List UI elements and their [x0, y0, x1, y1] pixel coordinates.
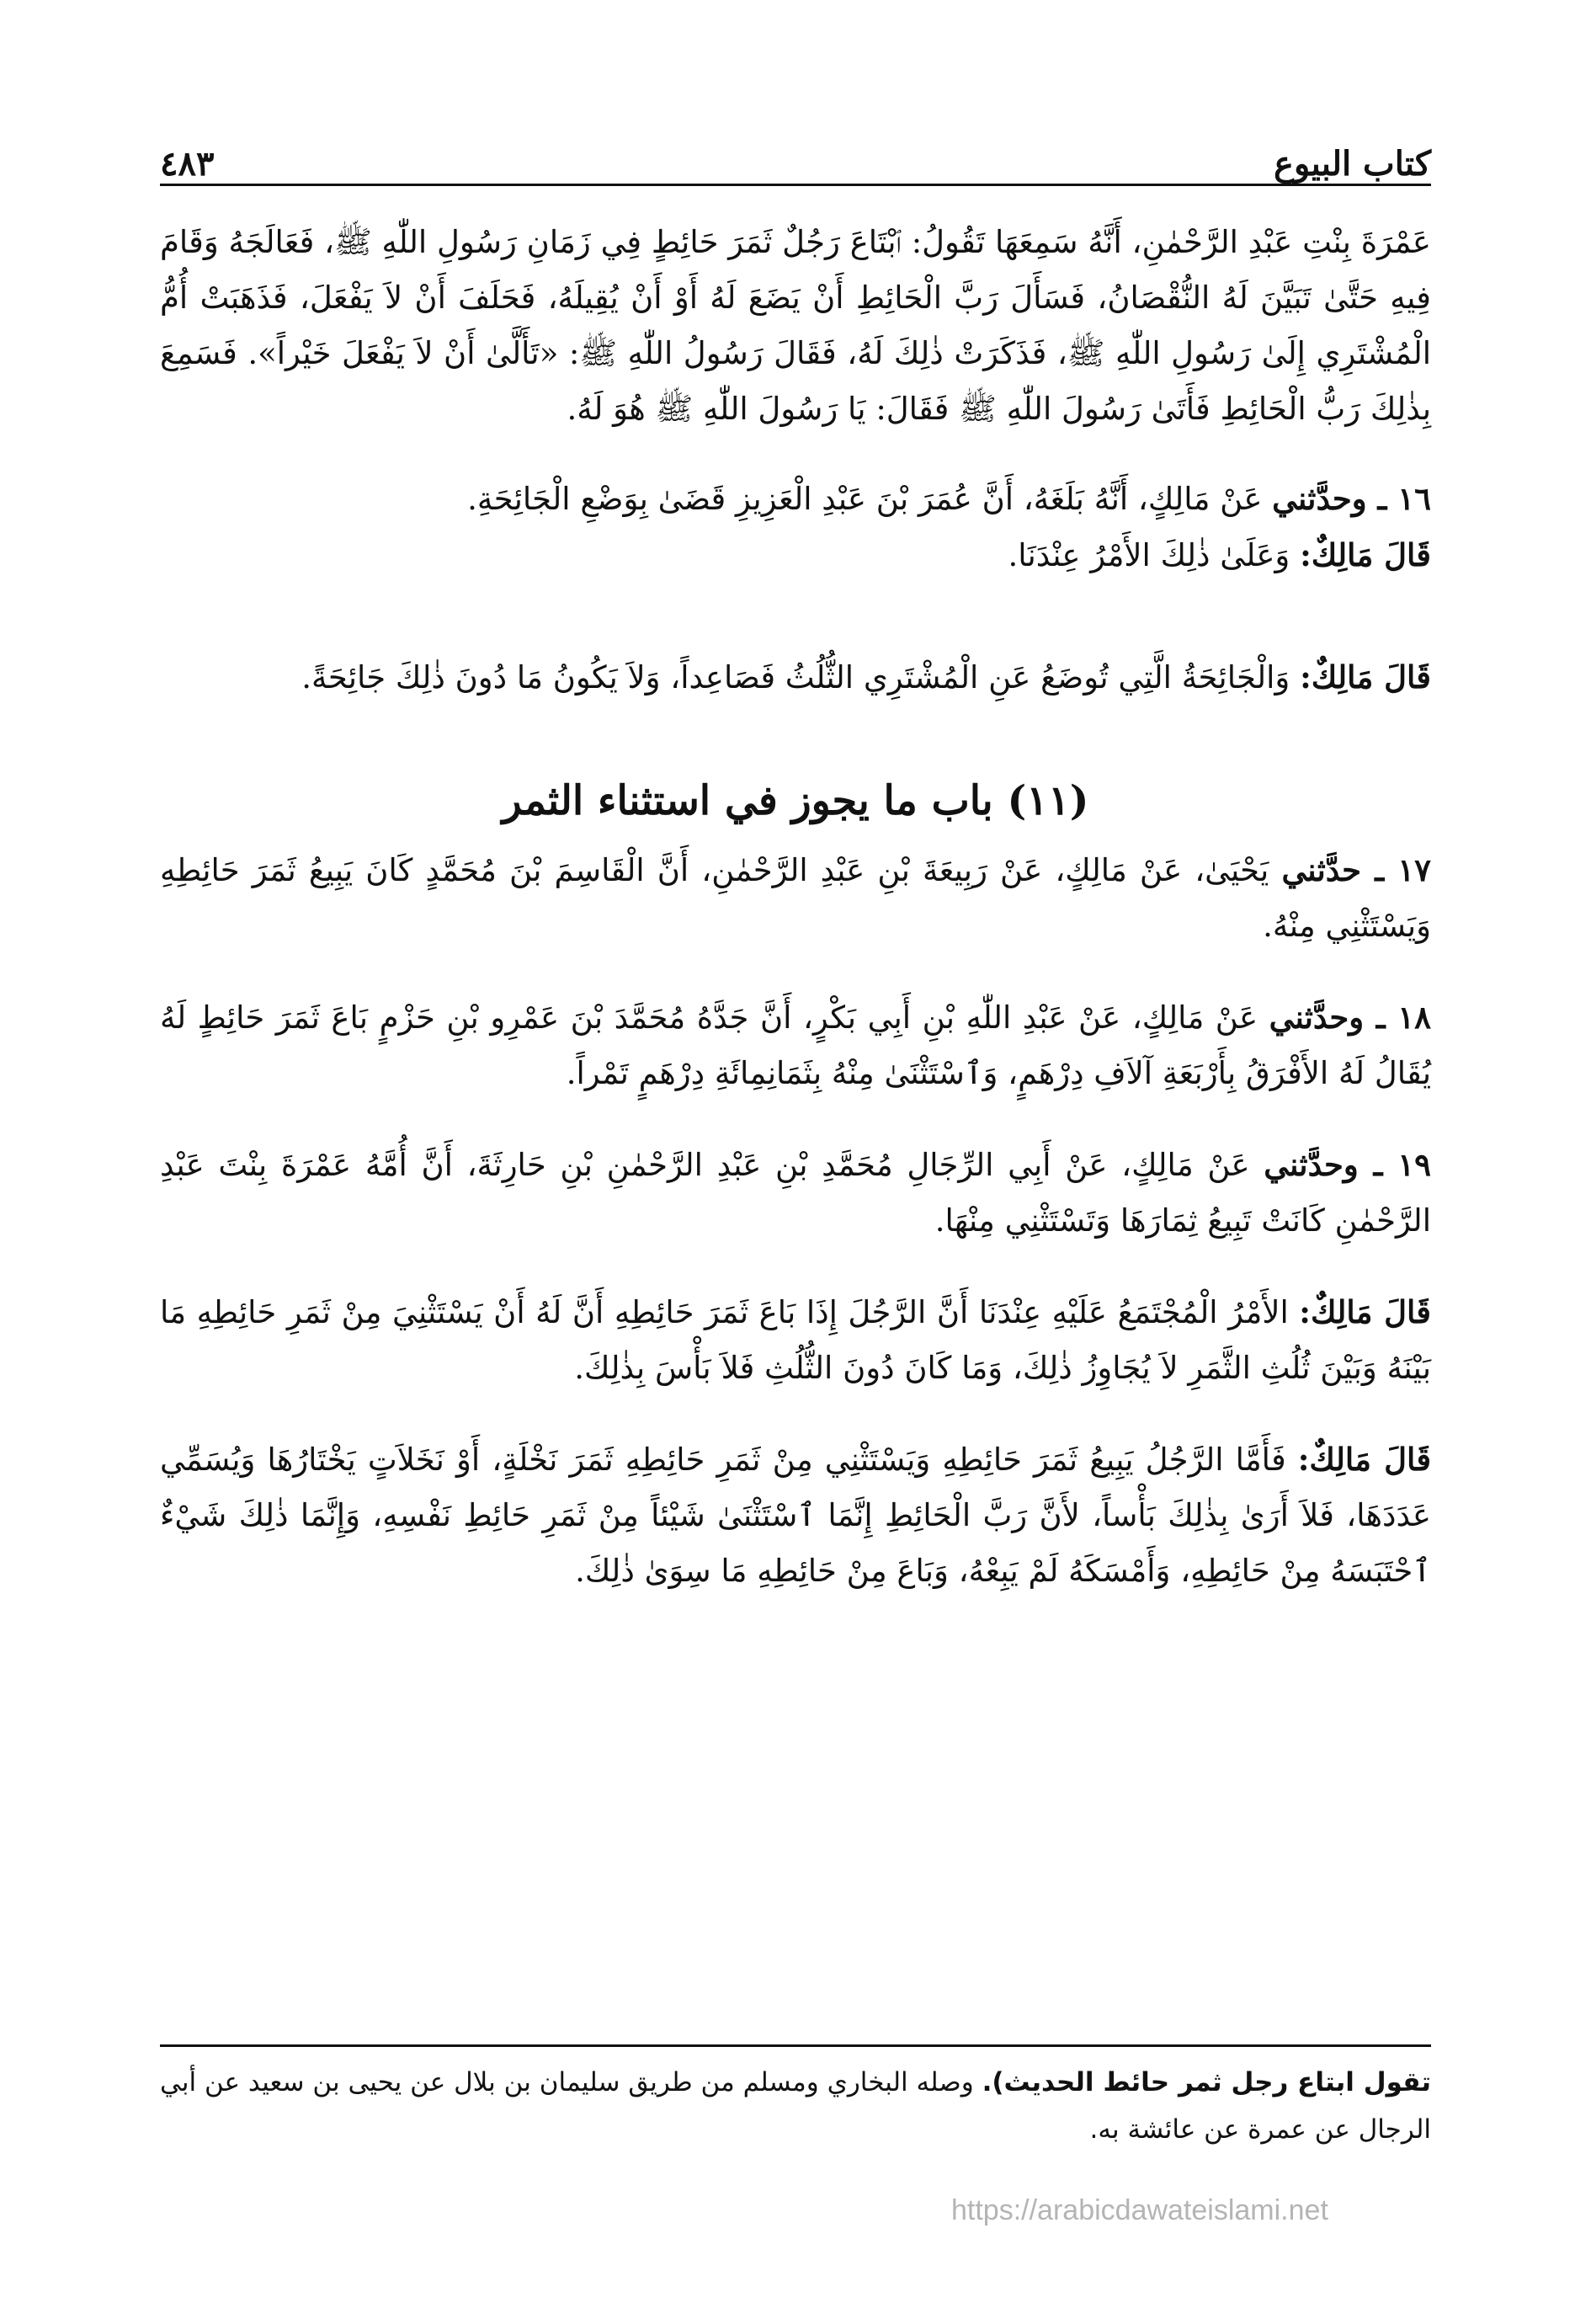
paragraph-hadith-18	[160, 989, 1431, 1101]
footnote	[160, 2059, 1431, 2153]
malik-said-lead: قَالَ مَالِكٌ:	[1300, 536, 1431, 573]
paragraph-malik-comment-4	[160, 1431, 1431, 1599]
footnote-text: وصله البخاري ومسلم من طريق سليمان بن بلال عن يحيى بن سعيد عن أبي الرجال عن عمرة عن عائشة به.	[160, 2067, 1431, 2145]
malik-said-lead: قَالَ مَالِكٌ:	[1299, 1293, 1431, 1330]
watermark-url: https://arabicdawateislami.net	[951, 2194, 1328, 2226]
hadith-text: يَحْيَىٰ، عَنْ مَالِكٍ، عَنْ رَبِيعَةَ بْنِ عَبْدِ الرَّحْمٰنِ، أَنَّ الْقَاسِمَ بْنَ مُحَمَّدٍ كَانَ يَبِيعُ ثَمَرَ حَائِطِهِ وَيَسْتَثْنِي مِنْهُ.	[160, 852, 1431, 944]
paragraph-malik-comment-3	[160, 1284, 1431, 1396]
comment-text: الأَمْرُ الْمُجْتَمَعُ عَلَيْهِ عِنْدَنَا أَنَّ الرَّجُلَ إِذَا بَاعَ ثَمَرَ حَائِطِهِ أَنَّ لَهُ أَنْ يَسْتَثْنِيَ مِنْ ثَمَرِ حَائِطِهِ مَا بَيْنَهُ وَبَيْنَ ثُلُثِ الثَّمَرِ لاَ يُجَاوِزُ ذٰلِكَ، وَمَا كَانَ دُونَ الثُّلُثِ فَلاَ بَأْسَ بِذٰلِكَ.	[160, 1294, 1431, 1386]
comment-text: وَعَلَىٰ ذٰلِكَ الأَمْرُ عِنْدَنَا.	[1008, 537, 1301, 573]
page-header	[160, 125, 1431, 186]
paragraph-hadith-15-continued: عَمْرَةَ بِنْتِ عَبْدِ الرَّحْمٰنِ، أَنَّهُ سَمِعَهَا تَقُولُ: ٱبْتَاعَ رَجُلٌ ثَمَرَ حَائِطٍ فِي زَمَانِ رَسُولِ اللّٰهِ ﷺ، فَعَالَجَهُ وَقَامَ فِيهِ حَتَّىٰ تَبَيَّنَ لَهُ النُّقْصَانُ، فَسَأَلَ رَبَّ الْحَائِطِ أَنْ يَضَعَ لَهُ أَوْ أَنْ يُقِيلَهُ، فَحَلَفَ أَنْ لاَ يَفْعَلَ، فَذَهَبَتْ أُمُّ الْمُشْتَرِي إِلَىٰ رَسُولِ اللّٰهِ ﷺ، فَذَكَرَتْ ذٰلِكَ لَهُ، فَقَالَ رَسُولُ اللّٰهِ ﷺ: «تَأَلَّىٰ أَنْ لاَ يَفْعَلَ خَيْراً». فَسَمِعَ بِذٰلِكَ رَبُّ الْحَائِطِ فَأَتَىٰ رَسُولَ اللّٰهِ ﷺ فَقَالَ: يَا رَسُولَ اللّٰهِ ﷺ هُوَ لَهُ.	[160, 224, 1431, 427]
running-title: كتاب البيوع	[1274, 144, 1431, 184]
section-heading: (١١) باب ما يجوز في استثناء الثمر	[502, 777, 1089, 824]
malik-said-lead: قَالَ مَالِكٌ:	[1300, 658, 1431, 696]
paragraph-hadith-16	[160, 471, 1431, 527]
comment-text: فَأَمَّا الرَّجُلُ يَبِيعُ ثَمَرَ حَائِطِهِ وَيَسْتَثْنِي مِنْ ثَمَرِ حَائِطِهِ ثَمَرَ نَخْلَةٍ، أَوْ نَخَلاَتٍ يَخْتَارُهَا وَيُسَمِّي عَدَدَهَا، فَلاَ أَرَىٰ بِذٰلِكَ بَأْساً، لأَنَّ رَبَّ الْحَائِطِ إِنَّمَا ٱسْتَثْنَىٰ شَيْئاً مِنْ ثَمَرِ حَائِطِ نَفْسِهِ، وَإِنَّمَا ذٰلِكَ شَيْءٌ ٱحْتَبَسَهُ مِنْ حَائِطِهِ، وَأَمْسَكَهُ لَمْ يَبِعْهُ، وَبَاعَ مِنْ حَائِطِهِ مَا سِوَىٰ ذٰلِكَ.	[160, 1442, 1431, 1589]
paragraph-malik-comment-2	[160, 649, 1431, 706]
hadith-text: عَنْ مَالِكٍ، عَنْ أَبِي الرِّجَالِ مُحَمَّدِ بْنِ عَبْدِ الرَّحْمٰنِ بْنِ حَارِثَةَ، أَنَّ أُمَّهُ عَمْرَةَ بِنْتَ عَبْدِ الرَّحْمٰنِ كَانَتْ تَبِيعُ ثِمَارَهَا وَتَسْتَثْنِي مِنْهَا.	[160, 1147, 1431, 1239]
paragraph-hadith-19	[160, 1137, 1431, 1249]
footnote-divider	[160, 2044, 1431, 2047]
comment-text: وَالْجَائِحَةُ الَّتِي تُوضَعُ عَنِ الْمُشْتَرِي الثُّلُثُ فَصَاعِداً، وَلاَ يَكُونُ مَا دُونَ ذٰلِكَ جَائِحَةً.	[301, 659, 1301, 696]
malik-said-lead: قَالَ مَالِكٌ:	[1297, 1441, 1432, 1478]
hadith-number-lead: ١٧ ـ حدَّثني	[1281, 851, 1432, 888]
paragraph-hadith-17	[160, 842, 1431, 954]
paragraph-malik-comment-1	[160, 527, 1431, 584]
hadith-text: عَنْ مَالِكٍ، أَنَّهُ بَلَغَهُ، أَنَّ عُمَرَ بْنَ عَبْدِ الْعَزِيزِ قَضَىٰ بِوَضْعِ الْجَائِحَةِ.	[467, 481, 1273, 517]
hadith-number-lead: ١٩ ـ وحدَّثني	[1264, 1146, 1431, 1183]
hadith-number-lead: ١٦ ـ وحدَّثني	[1272, 480, 1431, 517]
main-text	[160, 215, 1431, 1634]
footnote-lead: تقول ابتاع رجل ثمر حائط الحديث).	[982, 2067, 1431, 2097]
hadith-number-lead: ١٨ ـ وحدَّثني	[1269, 999, 1431, 1036]
page-number: ٤٨٣	[160, 144, 215, 184]
hadith-text: عَنْ مَالِكٍ، عَنْ عَبْدِ اللّٰهِ بْنِ أَبِي بَكْرٍ، أَنَّ جَدَّهُ مُحَمَّدَ بْنَ عَمْرِو بْنِ حَزْمٍ بَاعَ ثَمَرَ حَائِطٍ لَهُ يُقَالُ لَهُ الأَفْرَقُ بِأَرْبَعَةِ آلاَفِ دِرْهَمٍ، وَٱسْتَثْنَىٰ مِنْهُ بِثَمَانِمِائَةِ دِرْهَمٍ تَمْراً.	[160, 999, 1431, 1091]
